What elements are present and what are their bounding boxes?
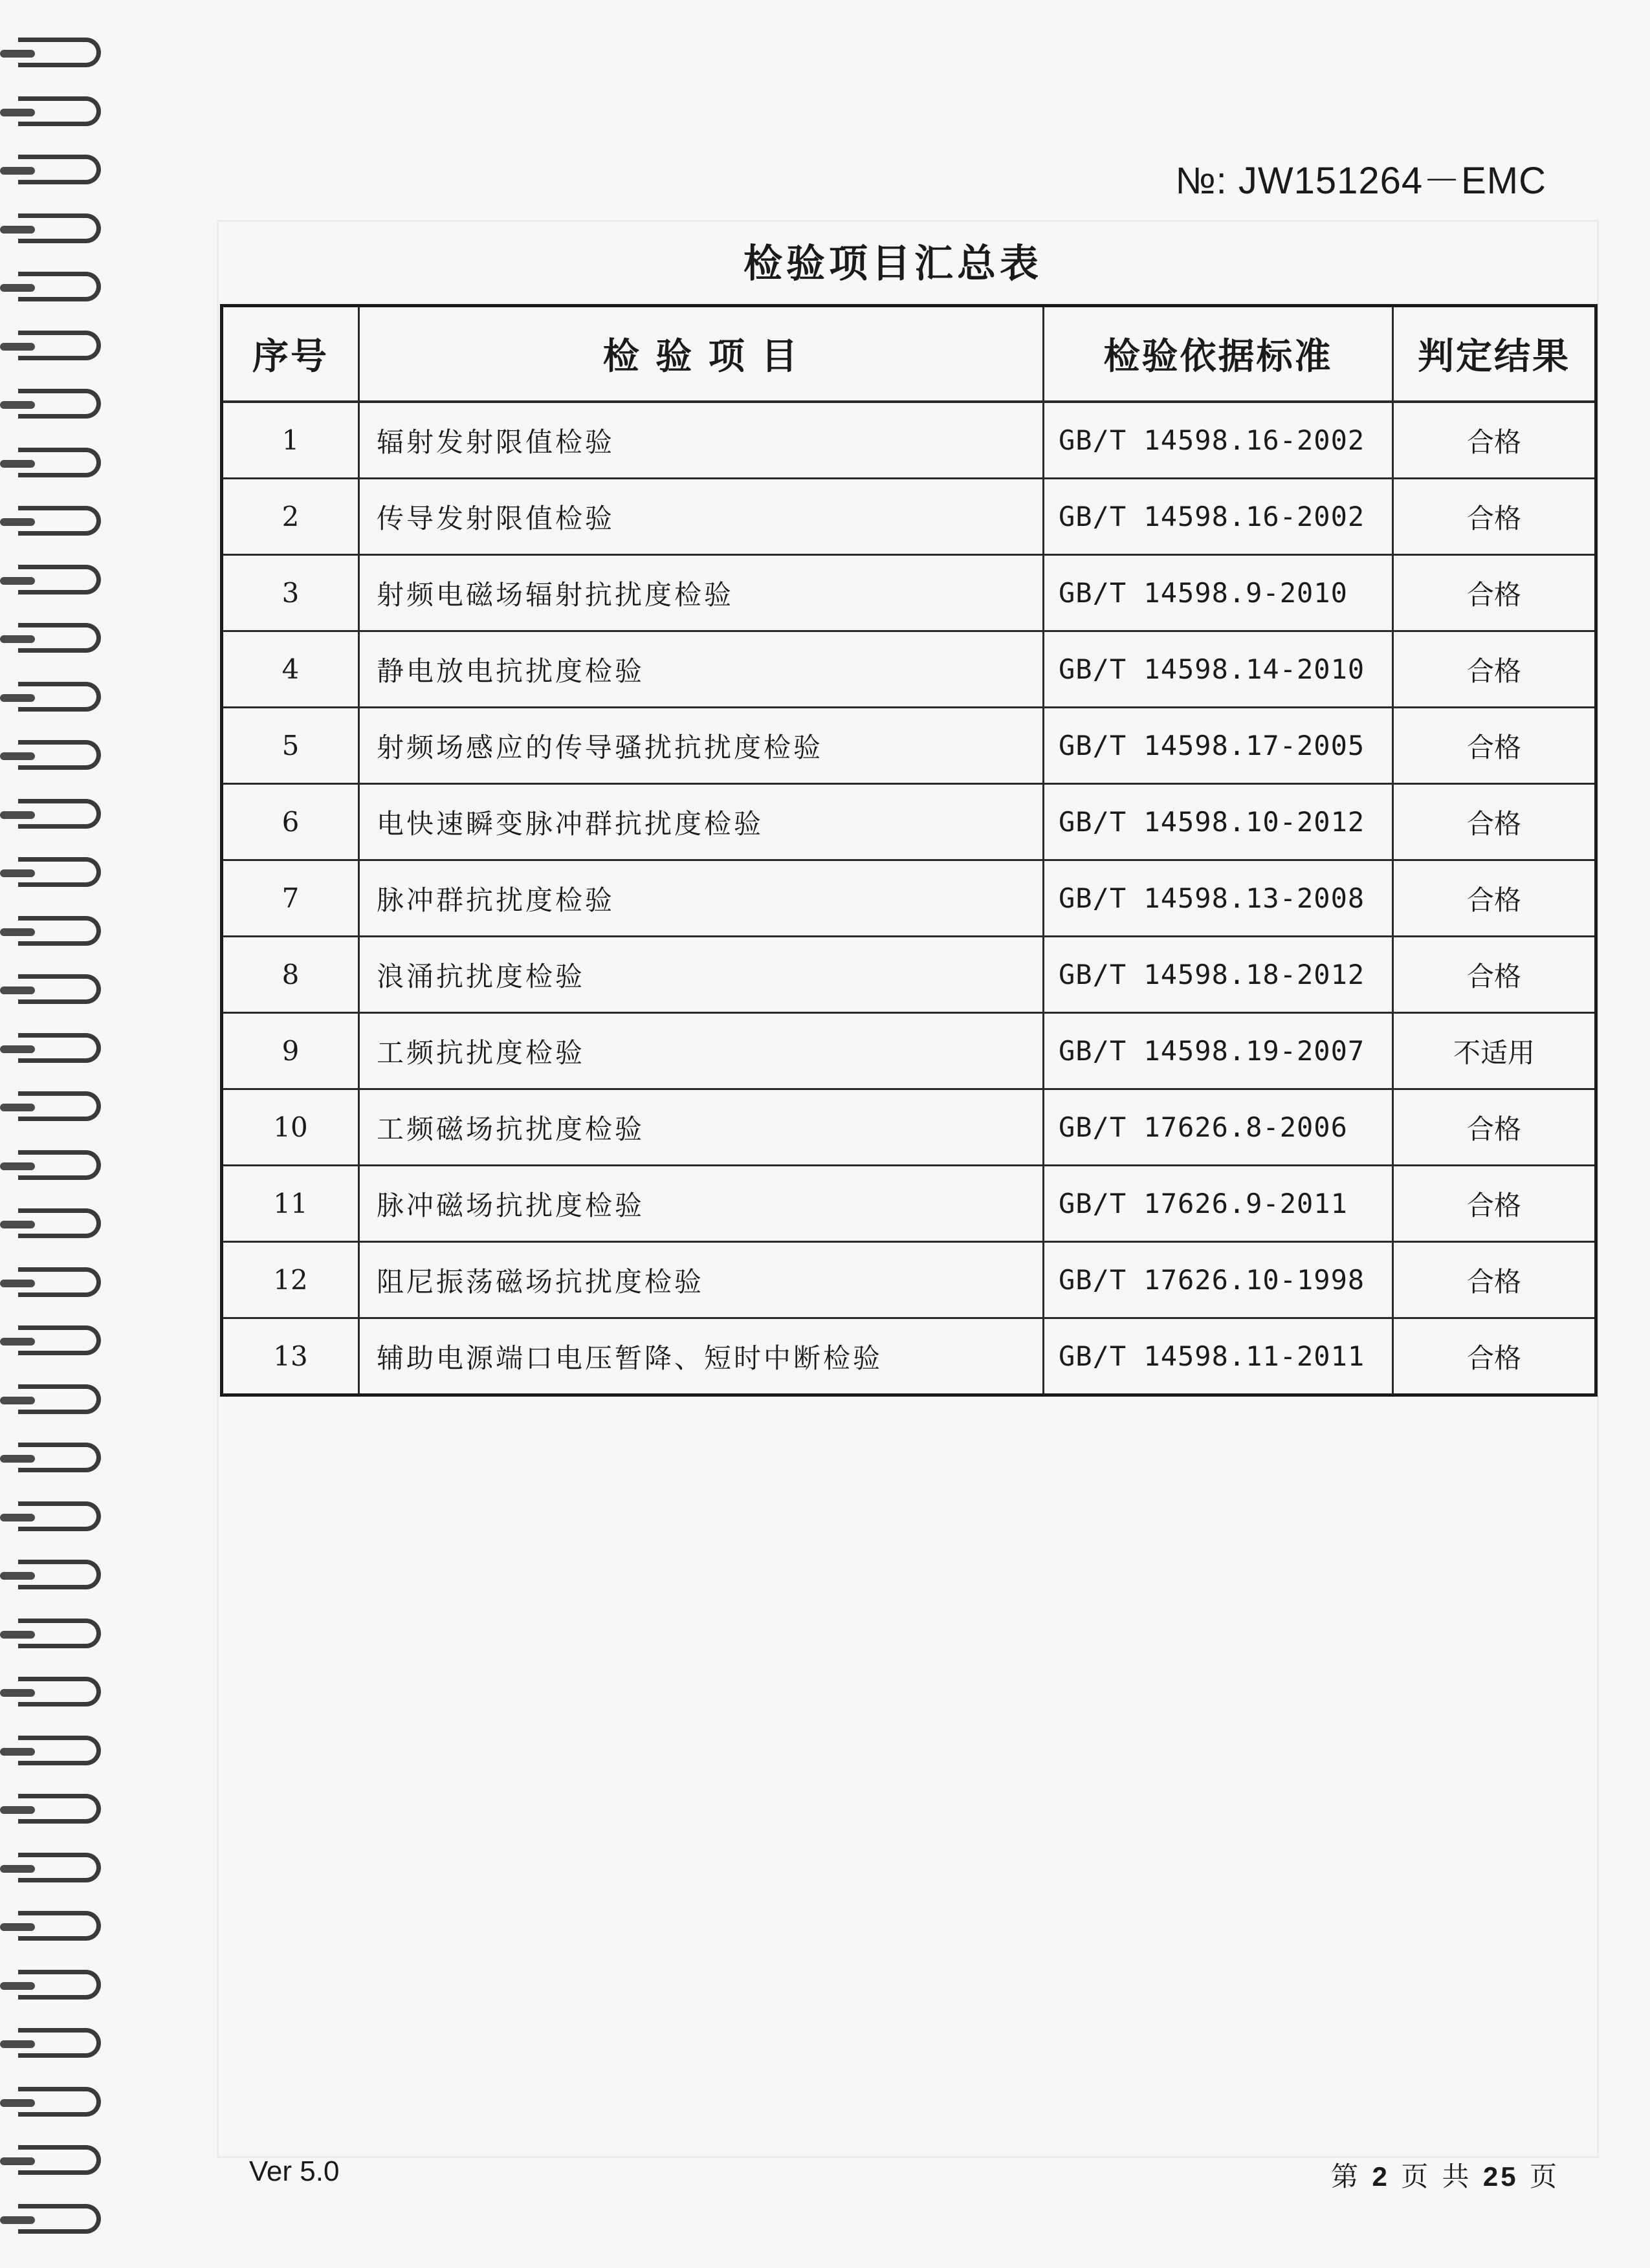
cell-item: 脉冲群抗扰度检验 xyxy=(359,860,1044,937)
cell-result: 合格 xyxy=(1393,937,1596,1013)
cell-item: 电快速瞬变脉冲群抗扰度检验 xyxy=(359,784,1044,860)
binding-ring xyxy=(18,96,101,126)
cell-standard: GB/T 17626.10-1998 xyxy=(1044,1242,1393,1318)
binding-ring xyxy=(18,740,101,770)
cell-standard: GB/T 14598.16-2002 xyxy=(1044,402,1393,479)
cell-no: 9 xyxy=(222,1013,359,1089)
cell-item: 浪涌抗扰度检验 xyxy=(359,937,1044,1013)
page-suffix: 页 xyxy=(1529,2161,1559,2192)
table-row xyxy=(222,1166,1596,1242)
binding-ring xyxy=(18,1619,101,1648)
binding-ring xyxy=(18,623,101,653)
binding-ring xyxy=(18,506,101,536)
table-row xyxy=(222,1013,1596,1089)
binding-ring xyxy=(18,1384,101,1414)
page-prefix: 第 xyxy=(1331,2161,1361,2192)
binding-ring xyxy=(18,1911,101,1941)
binding-ring xyxy=(18,1208,101,1238)
cell-result: 合格 xyxy=(1393,708,1596,784)
page-current: 2 xyxy=(1372,2161,1390,2192)
spiral-binding xyxy=(0,0,123,2268)
cell-standard: GB/T 14598.18-2012 xyxy=(1044,937,1393,1013)
cell-no: 10 xyxy=(222,1089,359,1166)
binding-ring xyxy=(18,1443,101,1472)
cell-no: 7 xyxy=(222,860,359,937)
table-row xyxy=(222,708,1596,784)
cell-result: 合格 xyxy=(1393,1318,1596,1395)
binding-ring xyxy=(18,2145,101,2175)
table-row xyxy=(222,402,1596,479)
cell-standard: GB/T 14598.16-2002 xyxy=(1044,479,1393,555)
cell-no: 13 xyxy=(222,1318,359,1395)
cell-no: 1 xyxy=(222,402,359,479)
binding-ring xyxy=(18,1560,101,1589)
binding-ring xyxy=(18,2204,101,2234)
cell-standard: GB/T 14598.19-2007 xyxy=(1044,1013,1393,1089)
cell-result: 合格 xyxy=(1393,784,1596,860)
cell-standard: GB/T 14598.11-2011 xyxy=(1044,1318,1393,1395)
binding-ring xyxy=(18,1501,101,1531)
cell-item: 工频磁场抗扰度检验 xyxy=(359,1089,1044,1166)
cell-no: 11 xyxy=(222,1166,359,1242)
binding-ring xyxy=(18,1677,101,1706)
cell-no: 3 xyxy=(222,555,359,631)
binding-ring xyxy=(18,682,101,712)
cell-standard: GB/T 14598.9-2010 xyxy=(1044,555,1393,631)
cell-standard: GB/T 14598.14-2010 xyxy=(1044,631,1393,708)
page-title: 检验项目汇总表 xyxy=(743,241,1042,287)
binding-ring xyxy=(18,1267,101,1297)
header-result: 判定结果 xyxy=(1393,306,1596,402)
cell-item: 辐射发射限值检验 xyxy=(359,402,1044,479)
binding-ring xyxy=(18,2087,101,2117)
cell-item: 传导发射限值检验 xyxy=(359,479,1044,555)
table-row xyxy=(222,937,1596,1013)
cell-no: 6 xyxy=(222,784,359,860)
binding-ring xyxy=(18,389,101,419)
report-number: №: JW151264－EMC xyxy=(1175,160,1546,202)
cell-result: 合格 xyxy=(1393,860,1596,937)
binding-ring xyxy=(18,448,101,477)
cell-item: 辅助电源端口电压暂降、短时中断检验 xyxy=(359,1318,1044,1395)
binding-ring xyxy=(18,1853,101,1882)
cell-result: 合格 xyxy=(1393,479,1596,555)
table-row xyxy=(222,860,1596,937)
cell-result: 合格 xyxy=(1393,631,1596,708)
cell-result: 合格 xyxy=(1393,555,1596,631)
cell-no: 5 xyxy=(222,708,359,784)
binding-ring xyxy=(18,1736,101,1765)
cell-standard: GB/T 17626.8-2006 xyxy=(1044,1089,1393,1166)
binding-ring xyxy=(18,1794,101,1824)
cell-standard: GB/T 14598.13-2008 xyxy=(1044,860,1393,937)
binding-ring xyxy=(18,974,101,1004)
binding-ring xyxy=(18,565,101,594)
page-mid: 页 共 xyxy=(1401,2161,1472,2192)
cell-item: 静电放电抗扰度检验 xyxy=(359,631,1044,708)
cell-result: 合格 xyxy=(1393,402,1596,479)
cell-item: 射频电磁场辐射抗扰度检验 xyxy=(359,555,1044,631)
binding-ring xyxy=(18,1033,101,1063)
cell-item: 脉冲磁场抗扰度检验 xyxy=(359,1166,1044,1242)
cell-no: 12 xyxy=(222,1242,359,1318)
binding-ring xyxy=(18,1970,101,2000)
table-row xyxy=(222,1318,1596,1395)
binding-ring xyxy=(18,38,101,67)
cell-no: 4 xyxy=(222,631,359,708)
table-row xyxy=(222,479,1596,555)
cell-result: 合格 xyxy=(1393,1089,1596,1166)
table-row xyxy=(222,1089,1596,1166)
page-indicator xyxy=(1331,2155,1559,2194)
binding-ring xyxy=(18,857,101,887)
table-row xyxy=(222,631,1596,708)
table-row xyxy=(222,1242,1596,1318)
binding-ring xyxy=(18,916,101,946)
table-header-row xyxy=(222,306,1596,402)
cell-standard: GB/T 17626.9-2011 xyxy=(1044,1166,1393,1242)
cell-item: 射频场感应的传导骚扰抗扰度检验 xyxy=(359,708,1044,784)
cell-item: 工频抗扰度检验 xyxy=(359,1013,1044,1089)
cell-result: 合格 xyxy=(1393,1242,1596,1318)
cell-no: 2 xyxy=(222,479,359,555)
table-row xyxy=(222,784,1596,860)
cell-standard: GB/T 14598.17-2005 xyxy=(1044,708,1393,784)
binding-ring xyxy=(18,2028,101,2058)
binding-ring xyxy=(18,1325,101,1355)
cell-result: 合格 xyxy=(1393,1166,1596,1242)
cell-result: 不适用 xyxy=(1393,1013,1596,1089)
binding-ring xyxy=(18,1091,101,1121)
cell-standard: GB/T 14598.10-2012 xyxy=(1044,784,1393,860)
binding-ring xyxy=(18,331,101,360)
inspection-items-table xyxy=(220,304,1598,1397)
binding-ring xyxy=(18,155,101,184)
cell-no: 8 xyxy=(222,937,359,1013)
cell-item: 阻尼振荡磁场抗扰度检验 xyxy=(359,1242,1044,1318)
page-total: 25 xyxy=(1482,2161,1519,2192)
header-standard: 检验依据标准 xyxy=(1044,306,1393,402)
binding-ring xyxy=(18,1150,101,1180)
version-label: Ver 5.0 xyxy=(249,2155,340,2187)
header-no: 序号 xyxy=(222,306,359,402)
binding-ring xyxy=(18,799,101,829)
table-row xyxy=(222,555,1596,631)
header-item: 检 验 项 目 xyxy=(359,306,1044,402)
